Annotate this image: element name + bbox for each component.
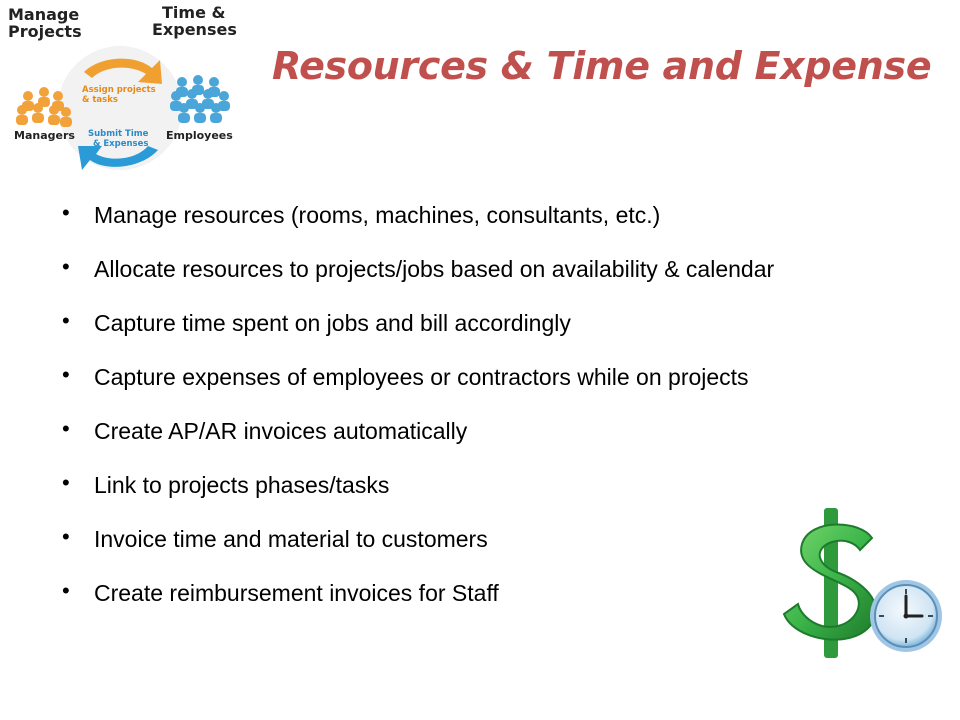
- bullet-text: Allocate resources to projects/jobs based on availability & calendar: [94, 256, 775, 282]
- manage-projects-line2: Projects: [8, 22, 82, 41]
- bullet-icon: •: [62, 254, 70, 279]
- bullet-text: Create AP/AR invoices automatically: [94, 418, 468, 444]
- bullet-text: Capture expenses of employees or contractors while on projects: [94, 364, 749, 390]
- bullet-icon: •: [62, 416, 70, 441]
- bullet-item: [60, 413, 774, 467]
- manage-projects-line1: Manage: [8, 5, 80, 24]
- time-expenses-line1: Time &: [162, 3, 226, 22]
- bullet-icon: •: [62, 362, 70, 387]
- bullet-item: [60, 251, 774, 305]
- bullet-icon: •: [62, 308, 70, 333]
- bullet-icon: •: [62, 524, 70, 549]
- submit-line2: & Expenses: [93, 139, 149, 149]
- employees-people-icon: [170, 75, 230, 123]
- bullet-item: [60, 359, 774, 413]
- time-expenses-line2: Expenses: [152, 20, 237, 39]
- bullet-text: Invoice time and material to customers: [94, 526, 488, 552]
- slide-title: Resources & Time and Expense: [272, 44, 932, 88]
- managers-label: Managers: [14, 129, 75, 142]
- dollar-sign-icon: [784, 508, 876, 658]
- bullet-item: [60, 467, 774, 521]
- bullet-item: [60, 197, 774, 251]
- dollar-clock-graphic: [780, 500, 950, 675]
- assign-line1: Assign projects: [82, 85, 156, 95]
- bullet-item: [60, 575, 774, 629]
- bullet-icon: •: [62, 200, 70, 225]
- submit-line1: Submit Time: [88, 129, 149, 139]
- bullet-item: [60, 305, 774, 359]
- bullet-text: Manage resources (rooms, machines, consultants, etc.): [94, 202, 661, 228]
- workflow-diagram: [0, 0, 262, 190]
- bullet-text: Create reimbursement invoices for Staff: [94, 580, 499, 606]
- manage-projects-label: [8, 6, 82, 40]
- bullet-item: [60, 521, 774, 575]
- clock-icon: [870, 580, 942, 652]
- bullet-text: Capture time spent on jobs and bill accordingly: [94, 310, 571, 336]
- submit-time-label: [88, 129, 148, 149]
- employees-label: Employees: [166, 129, 233, 142]
- bullet-text: Link to projects phases/tasks: [94, 472, 390, 498]
- time-expenses-label: [152, 4, 237, 38]
- assign-line2: & tasks: [82, 95, 118, 105]
- bullet-icon: •: [62, 578, 70, 603]
- bullet-icon: •: [62, 470, 70, 495]
- bullet-list: [60, 197, 774, 629]
- assign-projects-label: [82, 85, 156, 105]
